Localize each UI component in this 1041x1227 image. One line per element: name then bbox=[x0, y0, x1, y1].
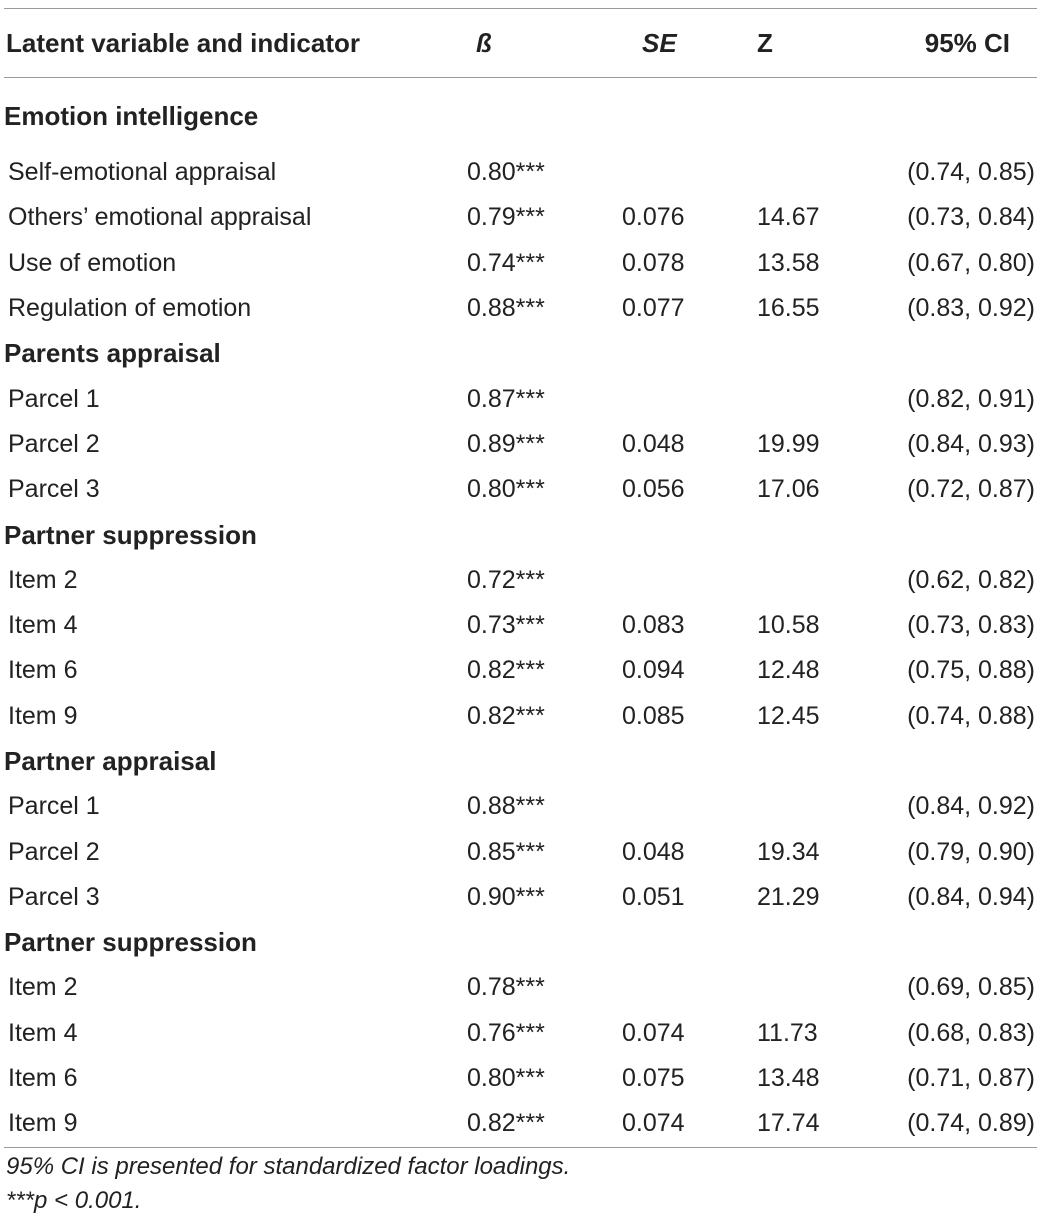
cell-z: 17.06 bbox=[757, 475, 820, 504]
cell-se bbox=[584, 965, 734, 1010]
cell-se bbox=[584, 784, 734, 829]
cell-se bbox=[584, 558, 734, 603]
cell-ci: (0.75, 0.88) bbox=[907, 656, 1035, 685]
cell-ci: (0.73, 0.83) bbox=[907, 611, 1035, 640]
cell-z: 10.58 bbox=[757, 611, 820, 640]
table-row bbox=[4, 694, 1037, 739]
table-row bbox=[4, 875, 1037, 920]
table-row bbox=[4, 829, 1037, 874]
cell-label: Parcel 2 bbox=[8, 837, 100, 866]
group-heading: Partner suppression bbox=[4, 927, 257, 958]
cell-z: 13.48 bbox=[757, 1064, 820, 1093]
cell-label: Item 9 bbox=[4, 1101, 424, 1147]
group-heading: Emotion intelligence bbox=[4, 100, 259, 131]
cell-label: Item 6 bbox=[8, 656, 78, 685]
table-row bbox=[4, 648, 1037, 693]
table-row bbox=[4, 376, 1037, 421]
cell-beta: 0.90*** bbox=[467, 882, 545, 911]
group-heading: Partner suppression bbox=[4, 519, 257, 550]
cell-z: 14.67 bbox=[757, 203, 820, 232]
cell-beta: 0.80*** bbox=[467, 475, 545, 504]
cell-se: 0.077 bbox=[622, 294, 685, 323]
group-heading: Parents appraisal bbox=[4, 338, 221, 369]
table-row bbox=[4, 150, 1037, 195]
cell-ci: (0.82, 0.91) bbox=[907, 384, 1035, 413]
table-row bbox=[4, 1101, 1037, 1147]
cell-label: Item 2 bbox=[8, 973, 78, 1002]
cell-label: Use of emotion bbox=[8, 248, 177, 277]
cell-label: Parcel 1 bbox=[8, 792, 100, 821]
group-row bbox=[4, 78, 1037, 151]
cell-z bbox=[734, 376, 854, 421]
cell-ci: (0.62, 0.82) bbox=[907, 565, 1035, 594]
cell-label: Parcel 1 bbox=[8, 384, 100, 413]
cell-beta: 0.82*** bbox=[467, 656, 545, 685]
cell-ci: (0.69, 0.85) bbox=[907, 973, 1035, 1002]
table-row bbox=[4, 965, 1037, 1010]
cell-z bbox=[734, 150, 854, 195]
cell-beta: 0.85*** bbox=[467, 837, 545, 866]
cell-z bbox=[734, 784, 854, 829]
cell-beta: 0.80*** bbox=[467, 158, 545, 187]
table-row bbox=[4, 558, 1037, 603]
cell-ci: (0.74, 0.85) bbox=[907, 158, 1035, 187]
cell-z: 17.74 bbox=[734, 1101, 854, 1147]
cell-se: 0.048 bbox=[622, 429, 685, 458]
cell-se: 0.074 bbox=[622, 1018, 685, 1047]
cell-ci: (0.67, 0.80) bbox=[907, 248, 1035, 277]
group-row bbox=[4, 920, 1037, 965]
cell-label: Parcel 3 bbox=[8, 475, 100, 504]
cell-beta: 0.72*** bbox=[467, 565, 545, 594]
cell-ci: (0.74, 0.89) bbox=[854, 1101, 1037, 1147]
cell-se bbox=[584, 150, 734, 195]
cell-beta: 0.76*** bbox=[467, 1018, 545, 1047]
cell-se: 0.074 bbox=[584, 1101, 734, 1147]
cell-label: Regulation of emotion bbox=[8, 294, 252, 323]
cell-z bbox=[734, 965, 854, 1010]
table-row bbox=[4, 467, 1037, 512]
footnote-ci: 95% CI is presented for standardized factor loadings. bbox=[6, 1153, 571, 1180]
cell-z: 11.73 bbox=[757, 1018, 818, 1047]
cell-ci: (0.84, 0.93) bbox=[907, 429, 1035, 458]
cell-ci: (0.71, 0.87) bbox=[907, 1064, 1035, 1093]
cell-beta: 0.82*** bbox=[424, 1101, 584, 1147]
cell-beta: 0.78*** bbox=[467, 973, 545, 1002]
cell-se: 0.085 bbox=[622, 701, 685, 730]
group-row bbox=[4, 739, 1037, 784]
cell-beta: 0.82*** bbox=[467, 701, 545, 730]
cell-label: Item 2 bbox=[8, 565, 78, 594]
factor-loadings-table bbox=[4, 8, 1037, 1148]
table-row bbox=[4, 195, 1037, 240]
cell-beta: 0.80*** bbox=[467, 1064, 545, 1093]
cell-ci: (0.83, 0.92) bbox=[907, 294, 1035, 323]
cell-label: Parcel 2 bbox=[8, 429, 100, 458]
cell-ci: (0.79, 0.90) bbox=[907, 837, 1035, 866]
footnote-significance: ***p < 0.001. bbox=[6, 1187, 142, 1214]
group-row bbox=[4, 331, 1037, 376]
cell-beta: 0.74*** bbox=[467, 248, 545, 277]
cell-beta: 0.79*** bbox=[467, 203, 545, 232]
cell-se: 0.048 bbox=[622, 837, 685, 866]
header-ci: 95% CI bbox=[854, 9, 1037, 78]
cell-label: Item 4 bbox=[8, 1018, 78, 1047]
cell-z: 21.29 bbox=[757, 882, 820, 911]
table-row bbox=[4, 603, 1037, 648]
cell-beta: 0.73*** bbox=[467, 611, 545, 640]
cell-z: 19.99 bbox=[757, 429, 820, 458]
table-row bbox=[4, 422, 1037, 467]
table-row bbox=[4, 241, 1037, 286]
cell-z: 12.45 bbox=[757, 701, 820, 730]
cell-beta: 0.88*** bbox=[467, 792, 545, 821]
table-row bbox=[4, 1056, 1037, 1101]
table-footnotes bbox=[6, 1150, 570, 1218]
cell-label: Item 4 bbox=[8, 611, 78, 640]
header-se: SE bbox=[584, 9, 734, 78]
header-label: Latent variable and indicator bbox=[4, 9, 424, 78]
cell-ci: (0.84, 0.94) bbox=[907, 882, 1035, 911]
header-z: Z bbox=[734, 9, 854, 78]
group-row bbox=[4, 512, 1037, 557]
cell-beta: 0.89*** bbox=[467, 429, 545, 458]
cell-se: 0.056 bbox=[622, 475, 685, 504]
cell-z: 13.58 bbox=[757, 248, 820, 277]
table-body bbox=[4, 78, 1037, 1148]
table-row bbox=[4, 784, 1037, 829]
cell-se: 0.075 bbox=[622, 1064, 685, 1093]
cell-label: Others’ emotional appraisal bbox=[8, 203, 312, 232]
cell-label: Parcel 3 bbox=[8, 882, 100, 911]
cell-beta: 0.88*** bbox=[467, 294, 545, 323]
group-heading: Partner appraisal bbox=[4, 746, 217, 776]
cell-beta: 0.87*** bbox=[467, 384, 545, 413]
cell-ci: (0.84, 0.92) bbox=[907, 792, 1035, 821]
table-row bbox=[4, 286, 1037, 331]
cell-se: 0.076 bbox=[622, 203, 685, 232]
header-row bbox=[4, 9, 1037, 78]
cell-se bbox=[584, 376, 734, 421]
cell-ci: (0.74, 0.88) bbox=[907, 701, 1035, 730]
cell-z: 16.55 bbox=[757, 294, 820, 323]
cell-label: Item 9 bbox=[8, 701, 78, 730]
header-beta: ß bbox=[424, 9, 584, 78]
cell-z: 12.48 bbox=[757, 656, 820, 685]
cell-se: 0.094 bbox=[622, 656, 685, 685]
table-header bbox=[4, 9, 1037, 78]
cell-se: 0.083 bbox=[622, 611, 685, 640]
cell-se: 0.051 bbox=[622, 882, 685, 911]
cell-ci: (0.72, 0.87) bbox=[907, 475, 1035, 504]
cell-label: Self-emotional appraisal bbox=[8, 158, 277, 187]
cell-se: 0.078 bbox=[622, 248, 685, 277]
cell-ci: (0.68, 0.83) bbox=[907, 1018, 1035, 1047]
cell-z: 19.34 bbox=[757, 837, 820, 866]
table-row bbox=[4, 1011, 1037, 1056]
cell-label: Item 6 bbox=[8, 1064, 78, 1093]
cell-ci: (0.73, 0.84) bbox=[907, 203, 1035, 232]
cell-z bbox=[734, 558, 854, 603]
